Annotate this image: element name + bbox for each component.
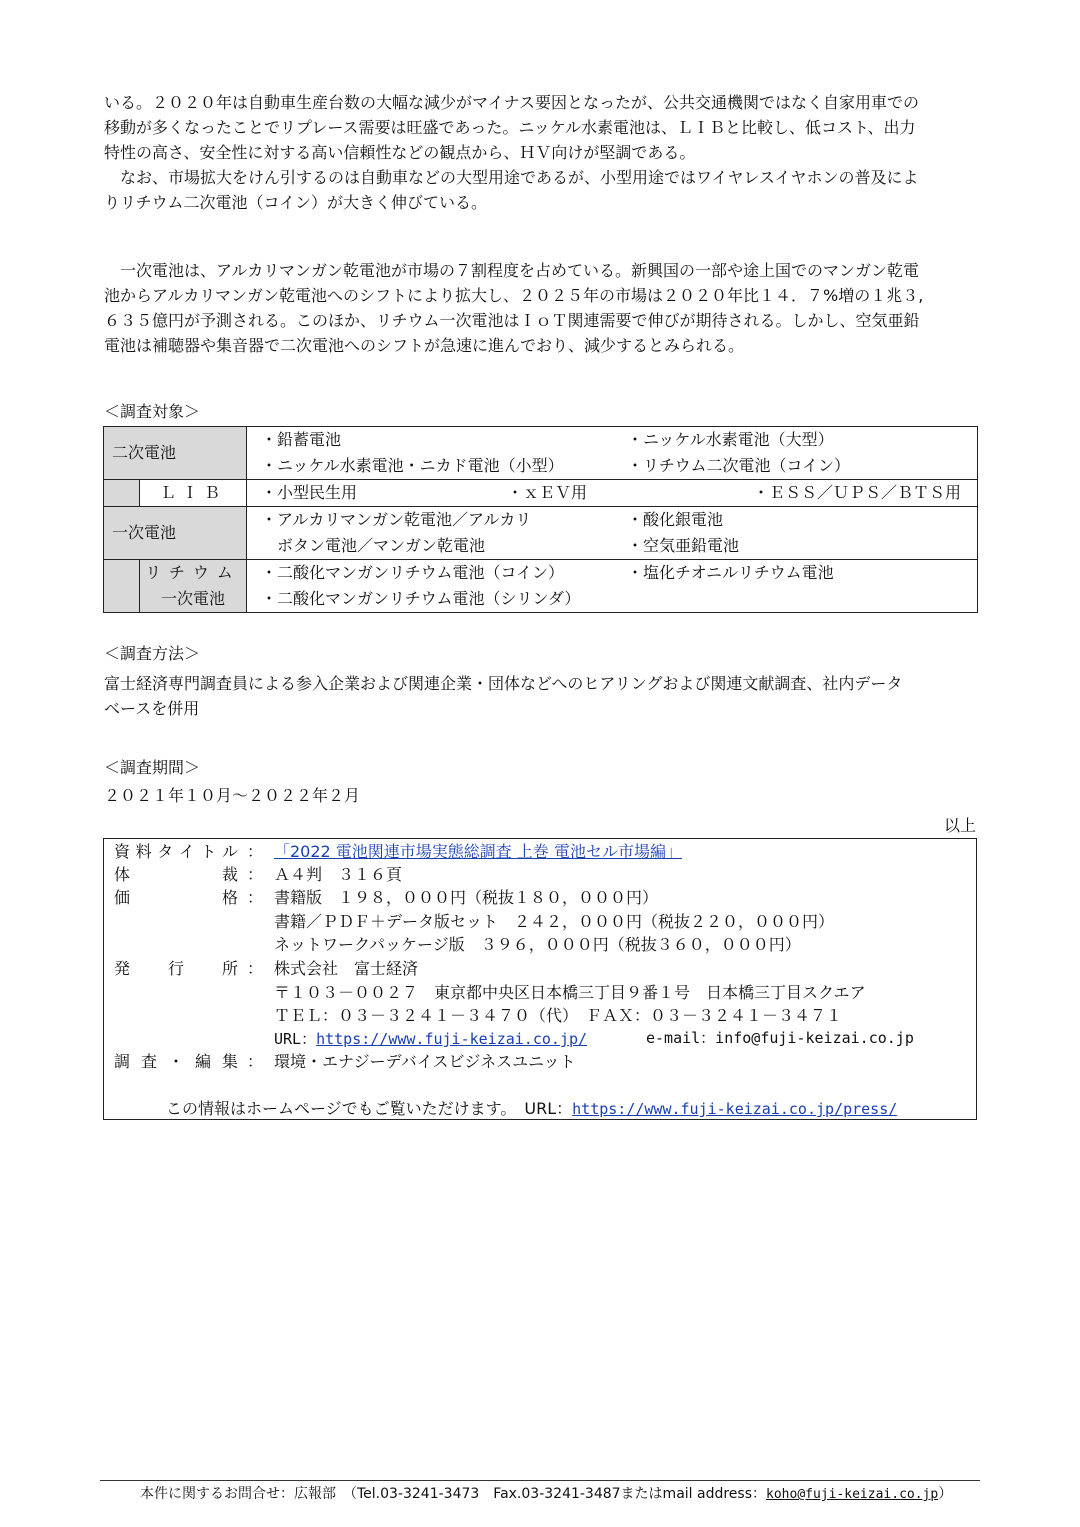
survey-method-text bbox=[104, 671, 902, 721]
label-char: 査 bbox=[140, 1052, 157, 1071]
item: ボタン電池／マンガン乾電池 bbox=[277, 536, 486, 555]
label-char: 料 bbox=[135, 842, 152, 861]
label-char: 体 bbox=[114, 865, 131, 884]
publisher-name: 株式会社 富士経済 bbox=[274, 959, 419, 978]
category-label: 二次電池 bbox=[112, 443, 177, 462]
table-row bbox=[104, 560, 978, 613]
indent-cell bbox=[104, 480, 140, 507]
footer-email-link[interactable]: koho@fuji-keizai.co.jp bbox=[766, 1487, 939, 1502]
label-char: 資 bbox=[114, 842, 131, 861]
label-char: 格 bbox=[221, 888, 238, 907]
email-text: e-mail：info@fuji-keizai.co.jp bbox=[646, 1029, 914, 1047]
colon: ： bbox=[247, 959, 264, 978]
colon: ： bbox=[247, 865, 264, 884]
item: ・リチウム二次電池（コイン） bbox=[627, 456, 851, 475]
publisher-address: 〒１０３－００２７ 東京都中央区日本橋三丁目９番１号 日本橋三丁目スクエア bbox=[274, 983, 866, 1002]
footer-contact-text: 本件に関するお問合せ：広報部 （Tel.03-3241-3473 Fax.03-3241-3487またはmail address： bbox=[140, 1486, 767, 1502]
category-cell-lithium bbox=[140, 560, 247, 613]
label-char: 価 bbox=[114, 888, 131, 907]
colon: ： bbox=[247, 842, 264, 861]
items-cell bbox=[247, 427, 978, 480]
survey-targets-heading: ＜調査対象＞ bbox=[104, 402, 201, 421]
table-row bbox=[104, 427, 978, 480]
item: ・塩化チオニルリチウム電池 bbox=[627, 563, 834, 582]
paragraph-line: りリチウム二次電池（コイン）が大きく伸びている。 bbox=[104, 193, 488, 212]
publisher-label bbox=[114, 957, 238, 981]
body-paragraph-2 bbox=[104, 258, 984, 358]
paragraph-line: 移動が多くなったことでリプレース需要は旺盛であった。ニッケル水素電池は、ＬＩＢと比較し、低コスト、出力 bbox=[104, 118, 916, 137]
price-value: 書籍版 １９８，０００円（税抜１８０，０００円） bbox=[274, 888, 659, 907]
item: ・ニッケル水素電池・ニカド電池（小型） bbox=[261, 456, 564, 475]
category-label: リチウム bbox=[145, 563, 241, 582]
label-char: ル bbox=[221, 842, 238, 861]
publisher-tel-fax: ＴＥＬ：０３－３２４１－３４７０（代） ＦＡＸ：０３－３２４１－３４７１ bbox=[274, 1006, 843, 1025]
colon: ： bbox=[247, 888, 264, 907]
price-value: ネットワークパッケージ版 ３９６，０００円（税抜３６０，０００円） bbox=[274, 935, 801, 954]
label-char: ・ bbox=[167, 1052, 184, 1071]
label-char: ト bbox=[200, 842, 217, 861]
label-char: 裁 bbox=[221, 865, 238, 884]
format-value: Ａ４判 ３１６頁 bbox=[274, 865, 403, 884]
table-row bbox=[104, 507, 978, 560]
paragraph-line: いる。２０２０年は自動車生産台数の大幅な減少がマイナス要因となったが、公共交通機関ではなく自家用車での bbox=[104, 93, 920, 112]
press-page-link[interactable]: https://www.fuji-keizai.co.jp/press/ bbox=[572, 1100, 898, 1118]
paragraph-line: なお、市場拡大をけん引するのは自動車などの大型用途であるが、小型用途ではワイヤレスイヤホンの普及によ bbox=[104, 168, 919, 187]
url-label: URL： bbox=[274, 1030, 317, 1048]
survey-method-heading: ＜調査方法＞ bbox=[104, 644, 201, 663]
item: ・二酸化マンガンリチウム電池（シリンダ） bbox=[261, 589, 581, 608]
label-char: 集 bbox=[221, 1052, 238, 1071]
category-cell-secondary bbox=[104, 427, 247, 480]
closing-mark: 以上 bbox=[943, 816, 976, 835]
editor-value: 環境・エナジーデバイスビジネスユニット bbox=[274, 1052, 576, 1071]
item: ・鉛蓄電池 bbox=[261, 430, 342, 449]
website-link[interactable]: https://www.fuji-keizai.co.jp/ bbox=[316, 1030, 588, 1048]
item: ・酸化銀電池 bbox=[627, 510, 724, 529]
items-cell bbox=[247, 480, 978, 507]
footer-contact bbox=[140, 1485, 952, 1504]
item: ・小型民生用 bbox=[261, 483, 358, 502]
category-label: 一次電池 bbox=[161, 589, 226, 608]
paragraph-line: 特性の高さ、安全性に対する高い信頼性などの観点から、ＨＶ向けが堅調である。 bbox=[104, 143, 696, 162]
footer-divider bbox=[100, 1480, 980, 1481]
editor-label bbox=[114, 1050, 238, 1074]
label-char: 行 bbox=[167, 959, 184, 978]
category-label: 一次電池 bbox=[112, 523, 177, 542]
price-value: 書籍／ＰＤＦ＋データ版セット ２４２，０００円（税抜２２０，０００円） bbox=[274, 912, 835, 931]
footer-close-paren: ） bbox=[938, 1486, 953, 1502]
paragraph-line: 池からアルカリマンガン乾電池へのシフトにより拡大し、２０２５年の市場は２０２０年比１４．７%増の１兆３, bbox=[104, 286, 924, 305]
report-title-link[interactable]: 「2022 電池関連市場実態総調査 上巻 電池セル市場編」 bbox=[274, 842, 682, 861]
items-cell bbox=[247, 507, 978, 560]
items-cell bbox=[247, 560, 978, 613]
publisher-url-row bbox=[274, 1027, 587, 1052]
colon: ： bbox=[247, 1052, 264, 1071]
category-label: ＬＩＢ bbox=[160, 483, 227, 502]
price-label bbox=[114, 886, 238, 910]
item: ・二酸化マンガンリチウム電池（コイン） bbox=[261, 563, 565, 582]
format-label bbox=[114, 863, 238, 887]
paragraph-line: ベースを併用 bbox=[104, 699, 200, 718]
item: ・空気亜鉛電池 bbox=[627, 536, 740, 555]
label-char: タ bbox=[157, 842, 174, 861]
label-char: 発 bbox=[114, 959, 131, 978]
title-label bbox=[114, 840, 238, 864]
label-char: 調 bbox=[114, 1052, 131, 1071]
item: ・ｘＥＶ用 bbox=[507, 483, 588, 502]
category-cell-lib bbox=[140, 480, 247, 507]
item: ・ＥＳＳ／ＵＰＳ／ＢＴＳ用 bbox=[753, 483, 962, 502]
paragraph-line: ６３５億円が予測される。このほか、リチウム一次電池はＩｏＴ関連需要で伸びが期待される。しかし、空気亜鉛 bbox=[104, 311, 920, 330]
web-note bbox=[166, 1097, 897, 1122]
label-char: 所 bbox=[221, 959, 238, 978]
paragraph-line: 一次電池は、アルカリマンガン乾電池が市場の７割程度を占めている。新興国の一部や途上国でのマンガン乾電 bbox=[104, 261, 920, 280]
publication-info-box bbox=[103, 838, 977, 1120]
web-note-text: この情報はホームページでもご覧いただけます。 URL： bbox=[166, 1099, 573, 1118]
category-cell-primary bbox=[104, 507, 247, 560]
survey-period-heading: ＜調査期間＞ bbox=[104, 758, 201, 777]
survey-period-value: ２０２１年１０月～２０２２年２月 bbox=[104, 786, 361, 805]
indent-cell bbox=[104, 560, 140, 613]
label-char: 編 bbox=[194, 1052, 211, 1071]
survey-targets-table bbox=[103, 426, 978, 613]
item: ・アルカリマンガン乾電池／アルカリ bbox=[261, 510, 532, 529]
label-char: イ bbox=[178, 842, 195, 861]
table-row bbox=[104, 480, 978, 507]
paragraph-line: 富士経済専門調査員による参入企業および関連企業・団体などへのヒアリングおよび関連文献調査、社内データ bbox=[104, 674, 903, 693]
body-paragraph-1 bbox=[104, 90, 984, 215]
item: ・ニッケル水素電池（大型） bbox=[627, 430, 834, 449]
paragraph-line: 電池は補聴器や集音器で二次電池へのシフトが急速に進んでおり、減少するとみられる。 bbox=[104, 336, 745, 355]
